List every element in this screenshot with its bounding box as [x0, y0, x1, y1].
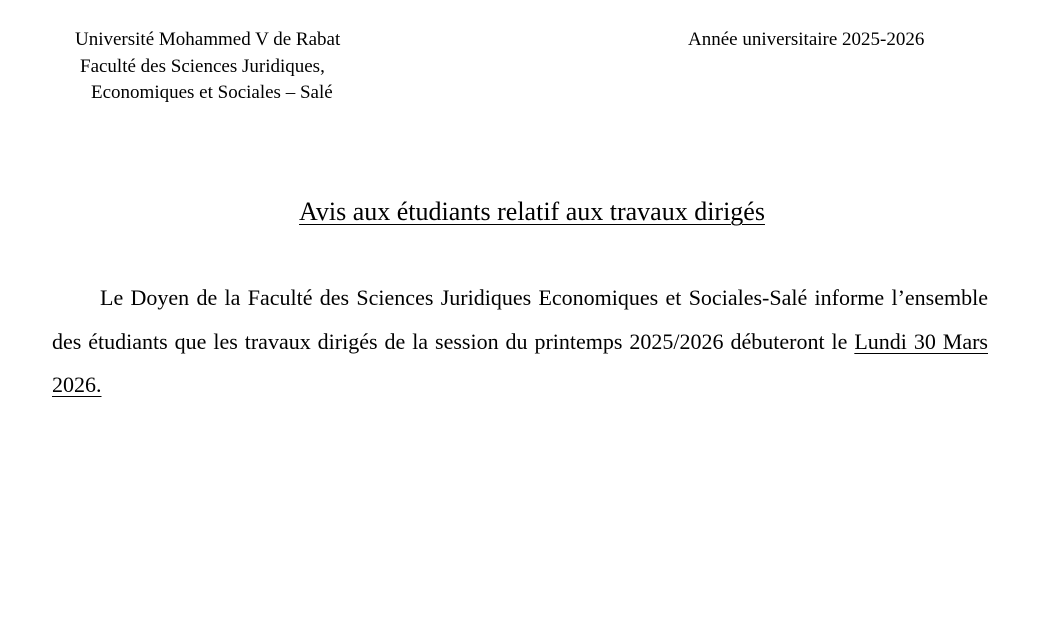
faculty-name-line2: Economiques et Sociales – Salé: [91, 82, 333, 103]
notice-title: [0, 195, 1064, 229]
university-name: Université Mohammed V de Rabat: [75, 29, 341, 50]
start-date: Lundi 30 Mars 2026.: [52, 328, 988, 397]
notice-body-text: Le Doyen de la Faculté des Sciences Juridiques Economiques et Sociales-Salé informe l’ensemble des étudiants que les travaux dirigés de la session du printemps 2025/2026 débuteront le: [52, 285, 988, 354]
faculty-name-line1: Faculté des Sciences Juridiques,: [80, 56, 325, 77]
notice-title-text: Avis aux étudiants relatif aux travaux dirigés: [299, 197, 765, 226]
notice-body: [52, 276, 988, 407]
academic-year: Année universitaire 2025-2026: [688, 29, 925, 50]
